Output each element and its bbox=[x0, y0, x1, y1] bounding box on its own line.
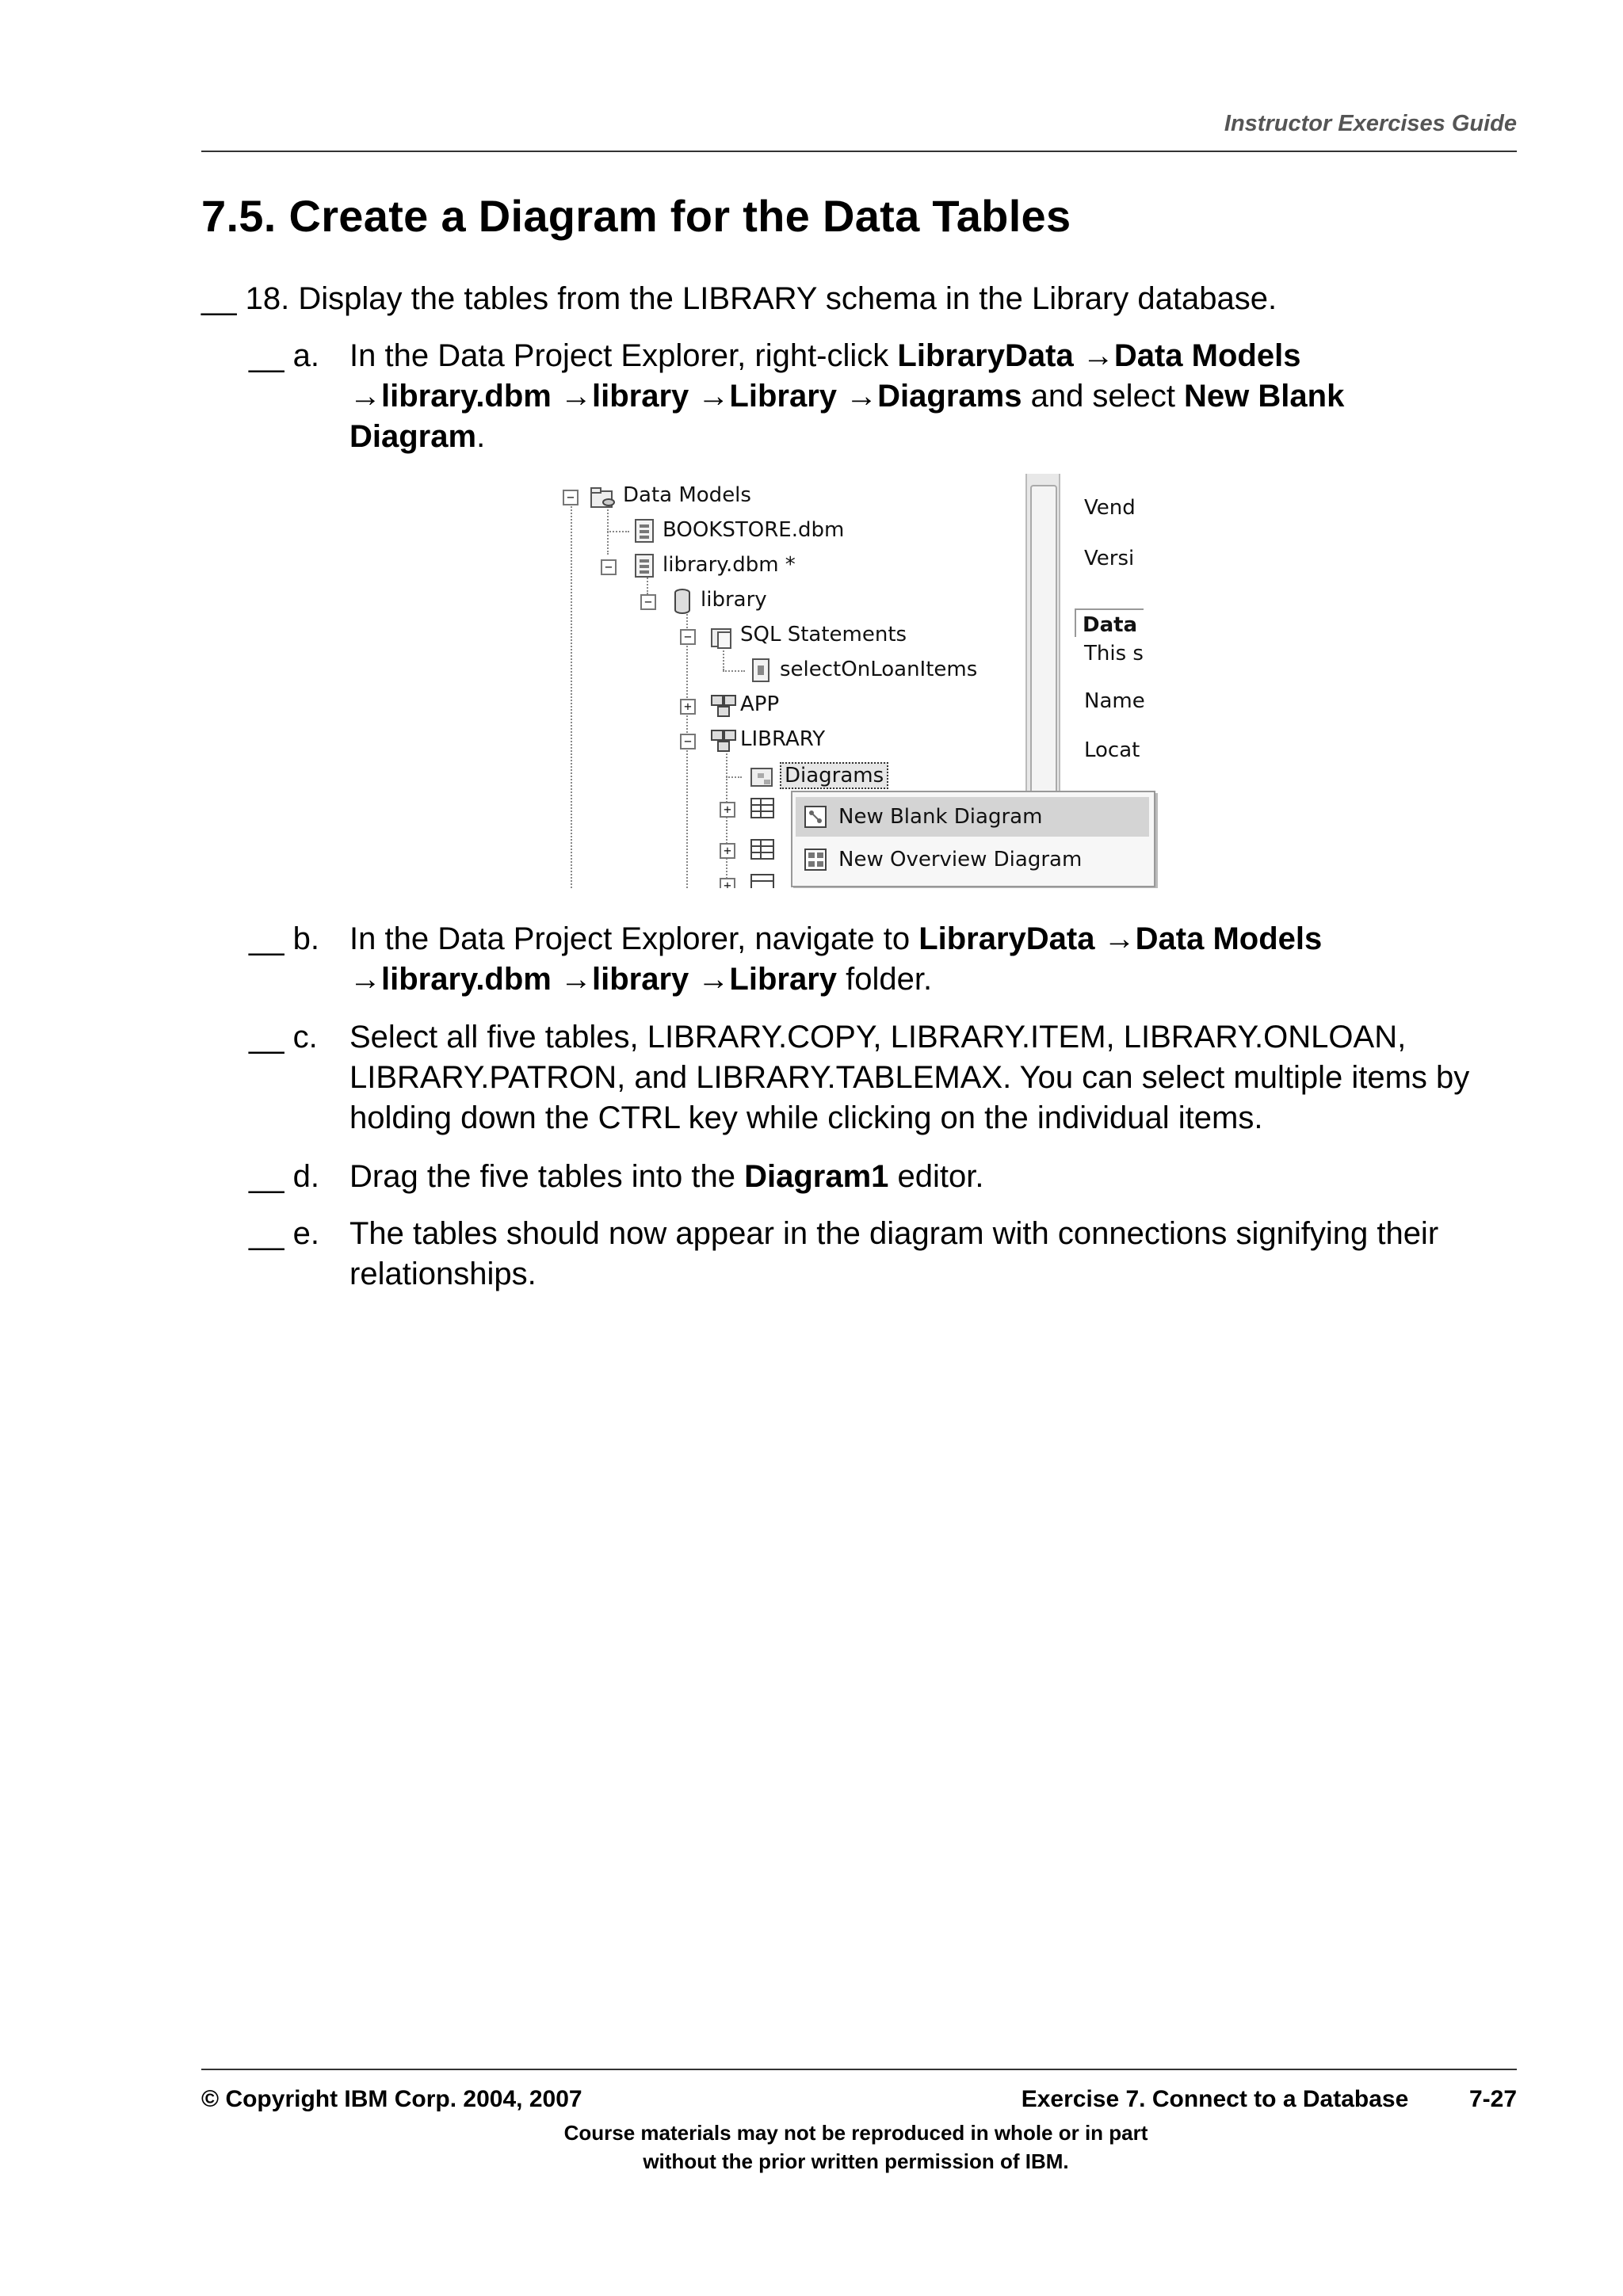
arrow: → bbox=[1094, 921, 1136, 956]
menu-path-library-dbm: library.dbm bbox=[381, 962, 552, 997]
notice-line-1: Course materials may not be reproduced in whole or in part bbox=[563, 2121, 1148, 2145]
arrow: → bbox=[349, 962, 381, 997]
sql-folder-icon bbox=[710, 623, 737, 650]
step-text: Display the tables from the LIBRARY schema in the Library database. bbox=[298, 281, 1277, 316]
table-icon bbox=[750, 873, 777, 888]
substep-c-line-2: LIBRARY.PATRON, and LIBRARY.TABLEMAX. You can select multiple items by bbox=[349, 1060, 1470, 1095]
notice-line-2: without the prior written permission of IBM. bbox=[643, 2149, 1069, 2173]
substep-d-label: __ d. bbox=[249, 1159, 319, 1194]
footer-exercise bbox=[1022, 2086, 1517, 2113]
section-title: 7.5. Create a Diagram for the Data Tables bbox=[201, 191, 1071, 241]
pane-label-this: This s bbox=[1084, 642, 1144, 666]
editor-name-diagram1: Diagram1 bbox=[744, 1159, 889, 1194]
step-blank: __ bbox=[201, 281, 237, 316]
menu-path-librarydata: LibraryData bbox=[918, 921, 1095, 956]
menu-path-library-schema: Library bbox=[729, 379, 838, 414]
arrow: → bbox=[689, 379, 730, 414]
step-number: 18. bbox=[245, 281, 290, 316]
text: Drag the five tables into the bbox=[349, 1159, 745, 1194]
arrow: → bbox=[551, 379, 592, 414]
expand-toggle[interactable]: + bbox=[720, 802, 735, 818]
sql-file-icon bbox=[750, 658, 773, 685]
menu-path-data-models: Data Models bbox=[1135, 921, 1323, 956]
menu-item-label: New Overview Diagram bbox=[838, 848, 1083, 871]
substep-c-line-3: holding down the CTRL key while clicking on the individual items. bbox=[349, 1100, 1263, 1135]
tree-item-library[interactable]: library bbox=[701, 588, 767, 612]
pane-label-locat: Locat bbox=[1084, 738, 1140, 762]
text: In the Data Project Explorer, right-click bbox=[349, 338, 898, 373]
substep-b-text bbox=[349, 919, 1522, 1000]
text: folder. bbox=[837, 962, 933, 997]
copyright: © Copyright IBM Corp. 2004, 2007 bbox=[201, 2086, 582, 2112]
menu-path-library-schema: Library bbox=[729, 962, 838, 997]
collapse-toggle[interactable]: − bbox=[680, 629, 696, 645]
substep-b-label: __ b. bbox=[249, 921, 319, 956]
expand-toggle[interactable]: + bbox=[680, 699, 696, 715]
text: and select bbox=[1022, 379, 1185, 414]
substep-b-line-1 bbox=[349, 919, 1522, 959]
collapse-toggle[interactable]: − bbox=[601, 559, 617, 575]
arrow: → bbox=[837, 379, 878, 414]
substep-d-text bbox=[349, 1157, 983, 1197]
tree-item-diagrams[interactable]: Diagrams bbox=[780, 762, 888, 789]
menu-path-library: library bbox=[592, 379, 689, 414]
substep-e-line-1: The tables should now appear in the diagram with connections signifying their bbox=[349, 1216, 1439, 1251]
overview-diagram-icon bbox=[804, 848, 829, 873]
database-icon bbox=[672, 588, 693, 615]
menu-path-library: library bbox=[592, 962, 689, 997]
menu-path-library-dbm: library.dbm bbox=[381, 379, 552, 414]
menu-item-new-blank-diagram[interactable] bbox=[796, 797, 1149, 837]
explorer-screenshot bbox=[559, 474, 1158, 888]
substep-a-line-2 bbox=[349, 376, 1522, 417]
menu-item-label: New Blank Diagram bbox=[838, 805, 1043, 829]
tree-item-sql-statements[interactable]: SQL Statements bbox=[740, 623, 907, 646]
substep-a-line-1 bbox=[349, 336, 1522, 376]
substep-e-line-2: relationships. bbox=[349, 1257, 537, 1291]
model-file-icon bbox=[632, 553, 658, 580]
menu-path-diagrams: Diagrams bbox=[877, 379, 1022, 414]
schema-icon bbox=[710, 692, 739, 719]
menu-path-data-models: Data Models bbox=[1113, 338, 1301, 373]
schema-icon bbox=[710, 727, 739, 754]
menu-item-diagram: Diagram bbox=[349, 419, 477, 454]
collapse-toggle[interactable]: − bbox=[563, 490, 579, 505]
pane-label-vend: Vend bbox=[1084, 496, 1136, 520]
collapse-toggle[interactable]: − bbox=[680, 734, 696, 749]
arrow: → bbox=[551, 962, 592, 997]
tree-item-app[interactable]: APP bbox=[740, 692, 780, 716]
substep-e-label: __ e. bbox=[249, 1216, 319, 1251]
folder-icon bbox=[590, 483, 617, 510]
substep-a-label: __ a. bbox=[249, 338, 319, 373]
menu-item-new-overview-diagram[interactable] bbox=[796, 840, 1149, 879]
arrow: → bbox=[689, 962, 730, 997]
model-file-icon bbox=[632, 518, 658, 545]
tree-item-library-dbm[interactable]: library.dbm * bbox=[663, 553, 796, 577]
table-icon bbox=[750, 797, 777, 821]
substep-c-label: __ c. bbox=[249, 1020, 318, 1055]
table-icon bbox=[750, 838, 777, 862]
pane-label-name: Name bbox=[1084, 689, 1145, 713]
page-number: 7-27 bbox=[1468, 2086, 1517, 2112]
expand-toggle[interactable]: + bbox=[720, 843, 735, 859]
guide-title: Instructor Exercises Guide bbox=[1224, 111, 1517, 136]
context-menu bbox=[791, 791, 1155, 887]
pane-tab-data[interactable]: Data bbox=[1075, 608, 1144, 637]
arrow: → bbox=[1073, 338, 1114, 373]
scrollbar-thumb[interactable] bbox=[1030, 485, 1057, 837]
substep-a-line-3 bbox=[349, 417, 1522, 457]
diagrams-folder-icon bbox=[750, 762, 778, 789]
pane-label-versi: Versi bbox=[1084, 547, 1135, 570]
arrow: → bbox=[349, 379, 381, 414]
expand-toggle[interactable]: + bbox=[720, 878, 735, 888]
tree-item-bookstore-dbm[interactable]: BOOKSTORE.dbm bbox=[663, 518, 845, 542]
blank-diagram-icon bbox=[804, 805, 829, 830]
step-18 bbox=[201, 279, 1277, 319]
text: In the Data Project Explorer, navigate to bbox=[349, 921, 919, 956]
substep-c-line-1: Select all five tables, LIBRARY.COPY, LIBRARY.ITEM, LIBRARY.ONLOAN, bbox=[349, 1020, 1407, 1055]
text: editor. bbox=[888, 1159, 984, 1194]
substep-e-text bbox=[349, 1214, 1538, 1295]
tree-item-select-on-loan-items[interactable]: selectOnLoanItems bbox=[780, 658, 978, 681]
menu-path-librarydata: LibraryData bbox=[897, 338, 1074, 373]
substep-a-text bbox=[349, 336, 1522, 457]
tree-item-library-schema[interactable]: LIBRARY bbox=[740, 727, 826, 751]
menu-item-new-blank: New Blank bbox=[1184, 379, 1345, 414]
footer-rule bbox=[201, 2069, 1517, 2070]
substep-c-text bbox=[349, 1017, 1538, 1138]
substep-b-line-2 bbox=[349, 959, 1522, 1000]
text: . bbox=[476, 419, 486, 454]
exercise-title: Exercise 7. Connect to a Database bbox=[1021, 2086, 1409, 2112]
collapse-toggle[interactable]: − bbox=[640, 594, 656, 610]
tree-item-data-models[interactable]: Data Models bbox=[623, 483, 751, 507]
header-rule bbox=[201, 151, 1517, 152]
